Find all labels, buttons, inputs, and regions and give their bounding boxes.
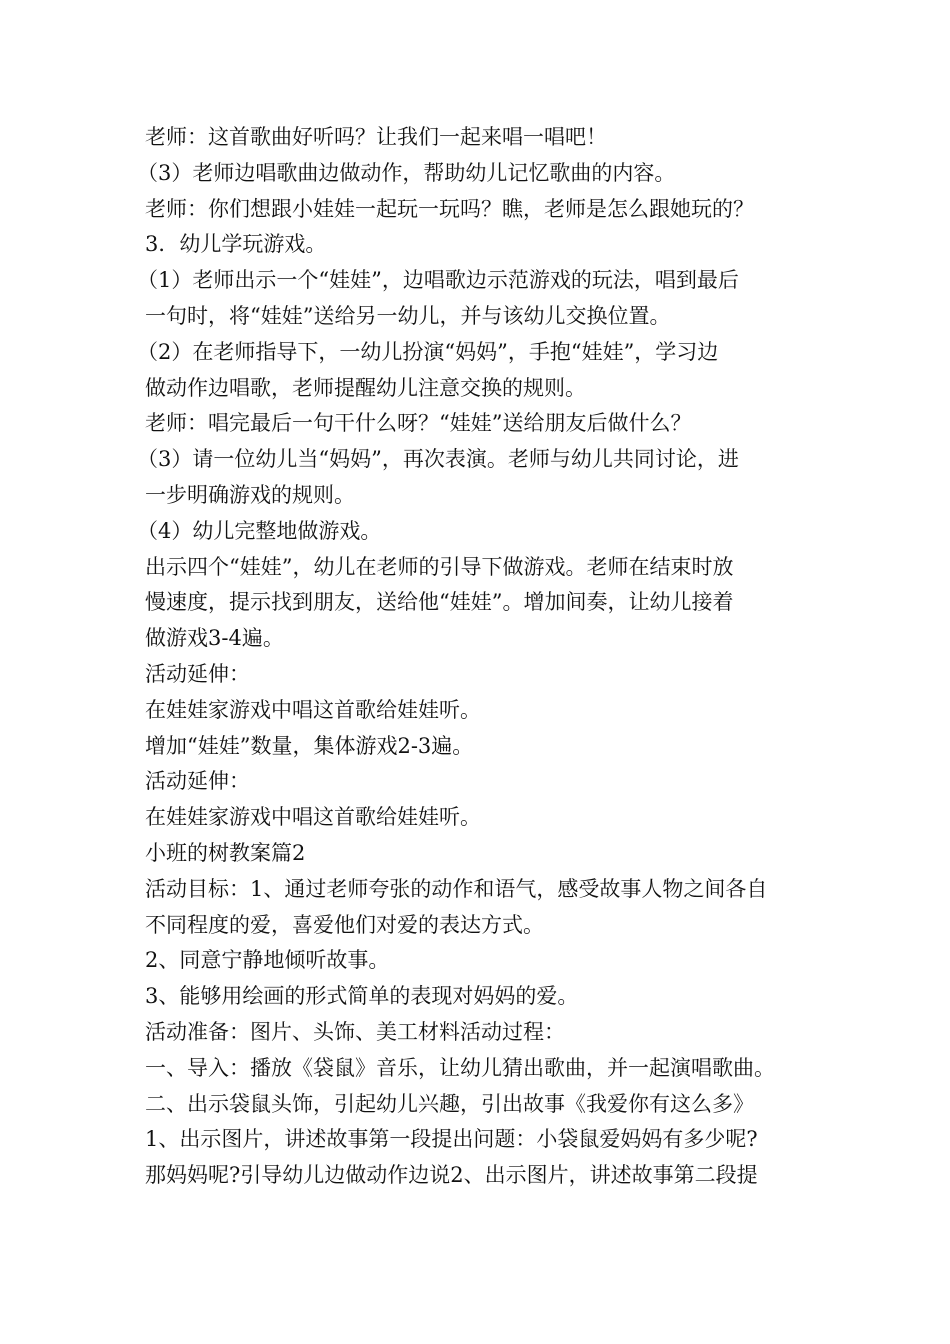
- text-line: 慢速度，提示找到朋友，送给他“娃娃”。增加间奏，让幼儿接着: [145, 590, 734, 615]
- text-line: 2、同意宁静地倾听故事。: [145, 948, 390, 973]
- text-line: （1）老师出示一个“娃娃”，边唱歌边示范游戏的玩法，唱到最后: [137, 268, 739, 293]
- text-line: 一、导入：播放《袋鼠》音乐，让幼儿猜出歌曲，并一起演唱歌曲。: [145, 1055, 775, 1080]
- text-line: 活动目标：1、通过老师夸张的动作和语气，感受故事人物之间各自: [145, 876, 768, 901]
- text-line: 在娃娃家游戏中唱这首歌给娃娃听。: [145, 805, 481, 830]
- text-line: 增加“娃娃”数量，集体游戏2-3遍。: [145, 733, 474, 758]
- text-line: 3、能够用绘画的形式简单的表现对妈妈的爱。: [145, 984, 579, 1009]
- text-line: 一步明确游戏的规则。: [145, 482, 355, 507]
- text-line: 出示四个“娃娃”，幼儿在老师的引导下做游戏。老师在结束时放: [145, 554, 734, 579]
- text-line: （4）幼儿完整地做游戏。: [137, 518, 382, 543]
- text-line: 不同程度的爱，喜爱他们对爱的表达方式。: [145, 912, 544, 937]
- text-line: 老师：唱完最后一句干什么呀？“娃娃”送给朋友后做什么？: [145, 411, 692, 436]
- text-line: 二、出示袋鼠头饰，引起幼儿兴趣，引出故事《我爱你有这么多》: [145, 1091, 754, 1116]
- text-line: 一句时，将“娃娃”送给另一幼儿，并与该幼儿交换位置。: [145, 303, 671, 328]
- text-line: 活动准备：图片、头饰、美工材料活动过程：: [145, 1019, 565, 1044]
- text-line: （3）老师边唱歌曲边做动作，帮助幼儿记忆歌曲的内容。: [137, 160, 676, 185]
- text-line: 老师：你们想跟小娃娃一起玩一玩吗？瞧，老师是怎么跟她玩的？: [145, 196, 754, 221]
- document-body: [137, 120, 815, 1194]
- text-line: 1、出示图片，讲述故事第一段提出问题：小袋鼠爱妈妈有多少呢?: [145, 1127, 758, 1152]
- text-line: 老师：这首歌曲好听吗？让我们一起来唱一唱吧！: [145, 125, 607, 149]
- document-title: 小班的树教案篇2: [145, 840, 306, 865]
- text-line: 做动作边唱歌，老师提醒幼儿注意交换的规则。: [145, 375, 586, 400]
- section-heading: 活动延伸：: [145, 661, 250, 686]
- text-line: （2）在老师指导下，一幼儿扮演“妈妈”，手抱“娃娃”，学习边: [137, 339, 719, 364]
- text-line: 那妈妈呢?引导幼儿边做动作边说2、出示图片，讲述故事第二段提: [145, 1163, 758, 1188]
- text-line: 3．幼儿学玩游戏。: [145, 232, 327, 257]
- section-heading: 活动延伸：: [145, 769, 250, 794]
- text-line: 做游戏3-4遍。: [145, 626, 284, 651]
- text-line: 在娃娃家游戏中唱这首歌给娃娃听。: [145, 697, 481, 722]
- text-line: （3）请一位幼儿当“妈妈”，再次表演。老师与幼儿共同讨论，进: [137, 447, 739, 472]
